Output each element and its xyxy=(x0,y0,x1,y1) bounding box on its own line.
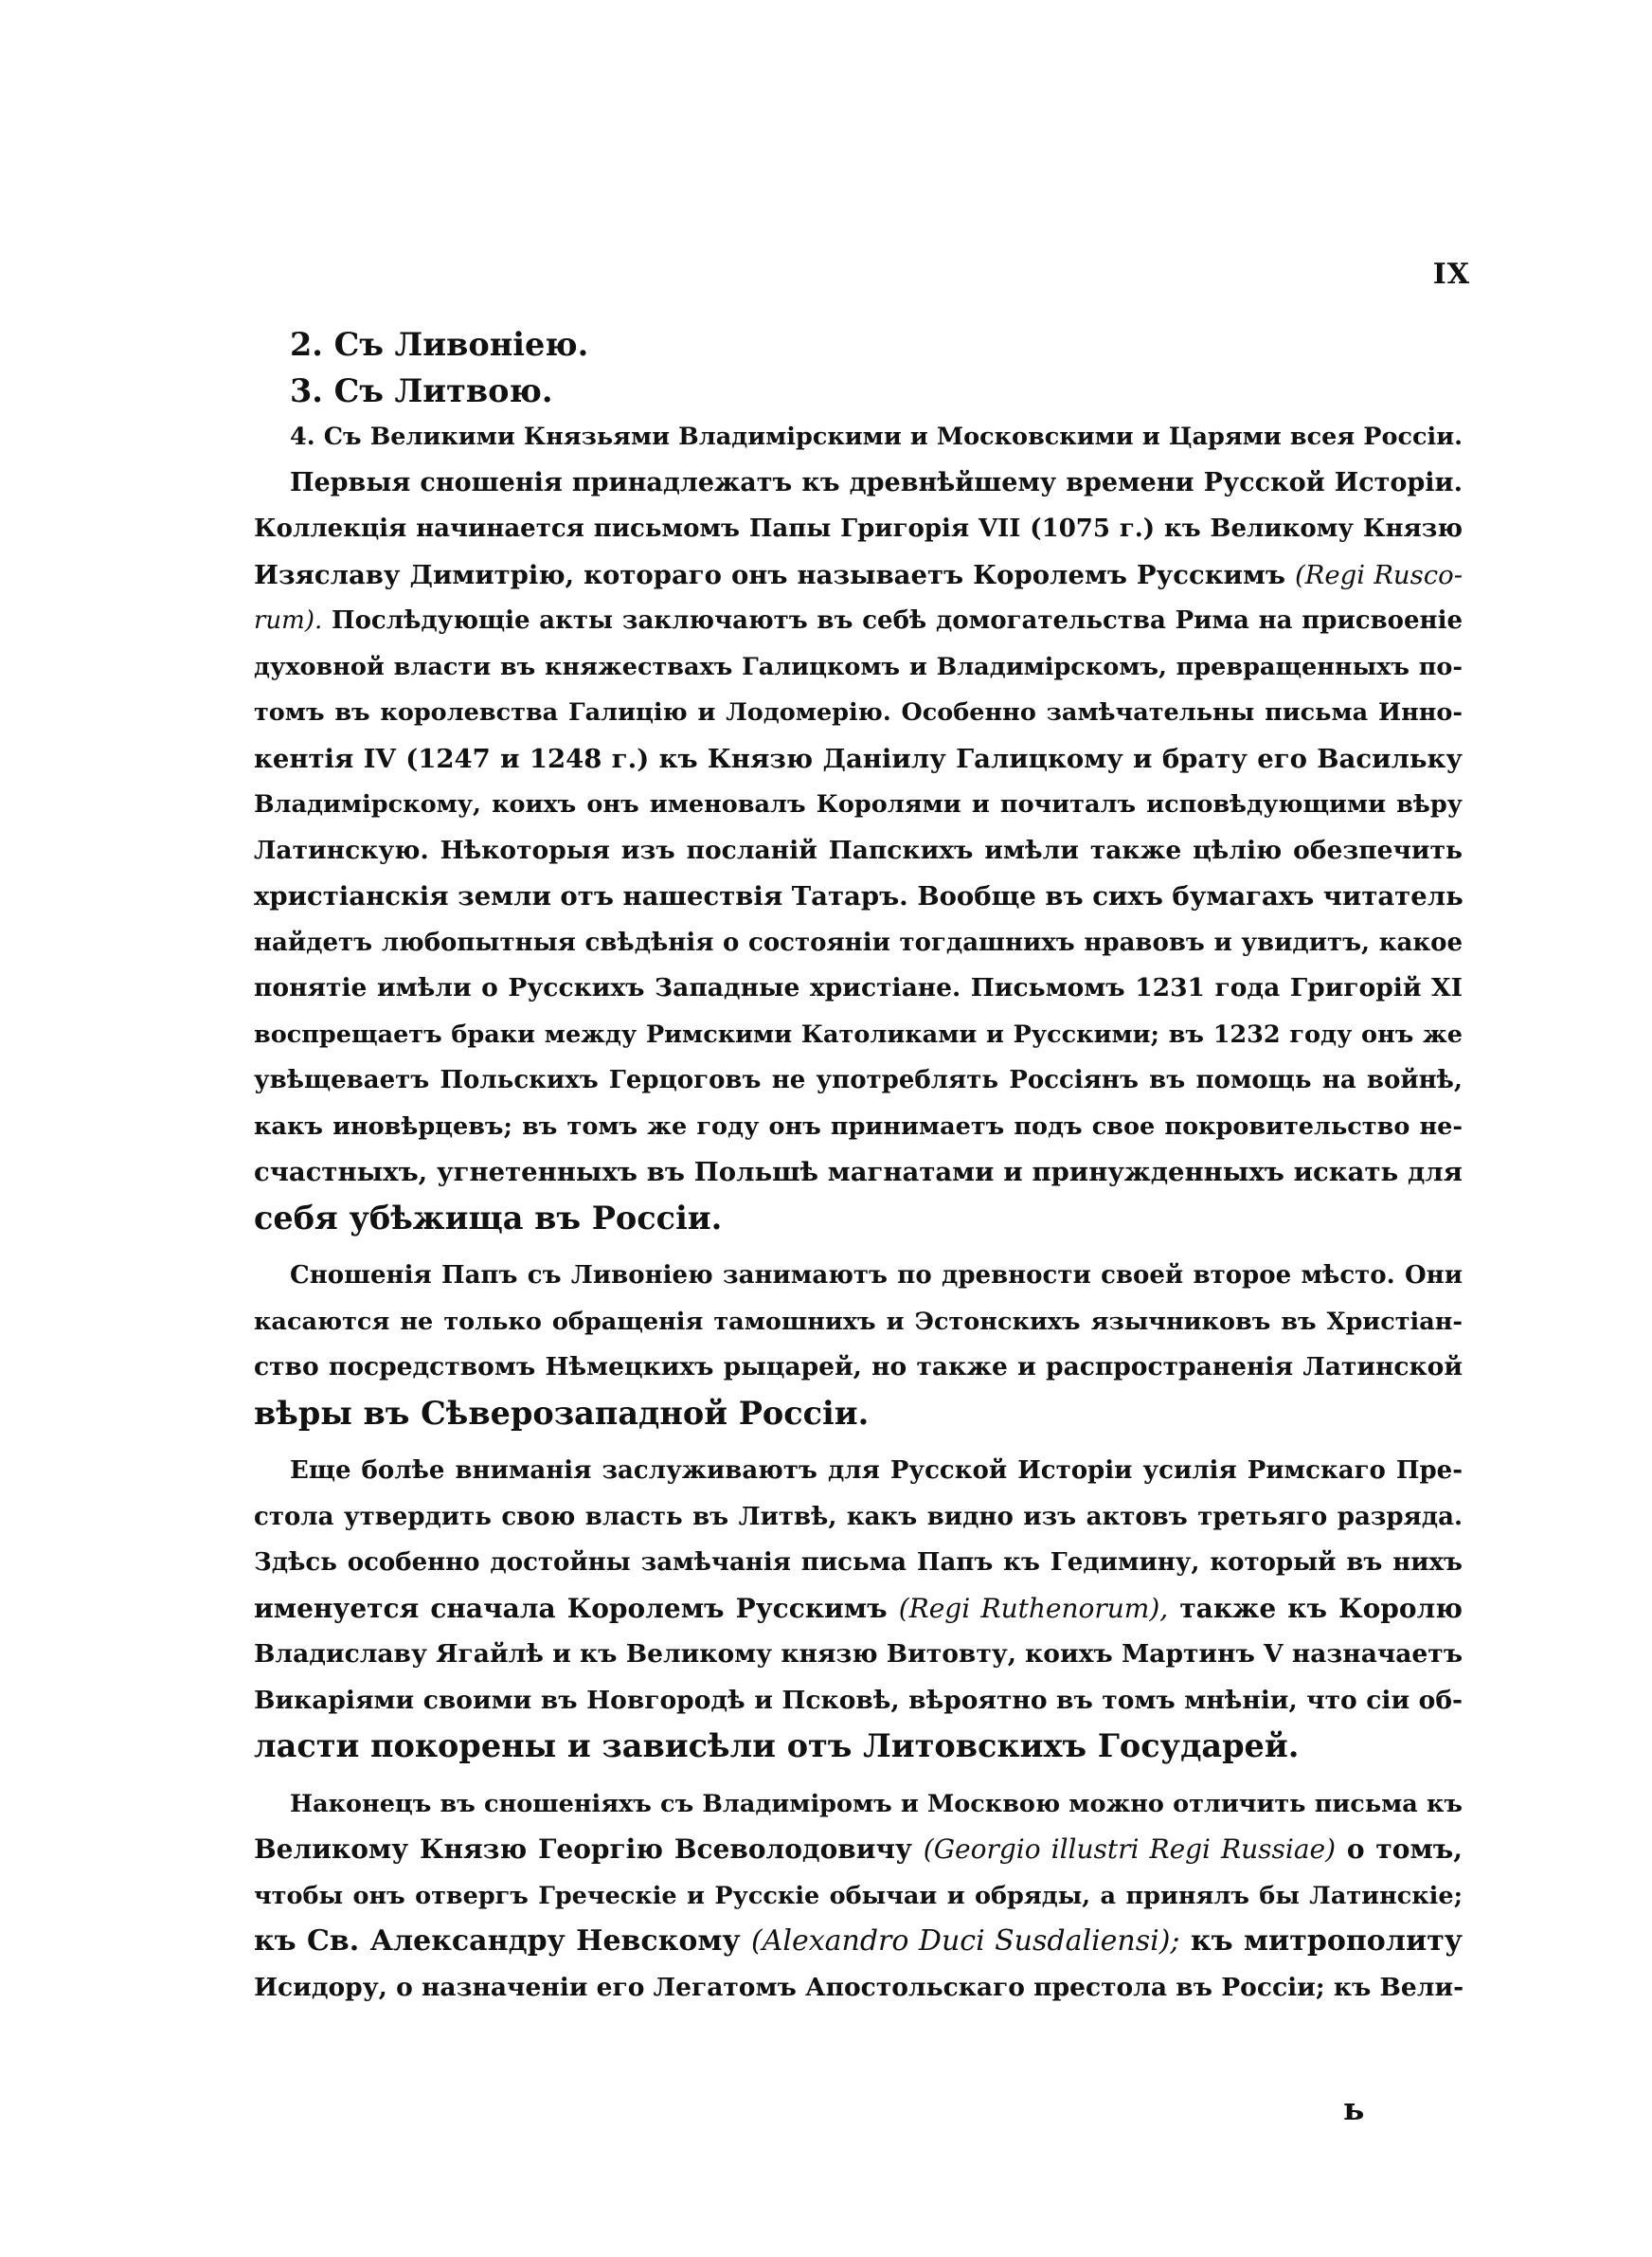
text-line: счастныхъ, угнетенныхъ въ Польшѣ магнатами и принужденныхъ искать для xyxy=(254,1157,1463,1187)
text-line: Латинскую. Нѣкоторыя изъ посланій Папскихъ имѣли также цѣлію обезпечить xyxy=(254,835,1463,865)
text-line: себя убѣжища въ Россіи. xyxy=(254,1199,723,1237)
list-item: 3. Съ Литвою. xyxy=(290,371,553,409)
catchword: ь xyxy=(1343,2090,1365,2127)
text-line: Исидору, о назначеніи его Легатомъ Апостольскаго престола въ Россіи; къ Вели- xyxy=(254,1972,1464,2002)
text-line: Великому Князю Георгію Всеволодовичу (Georgio illustri Regi Russiae) о томъ, xyxy=(254,1833,1463,1865)
text-line: вѣры въ Сѣверозападной Россіи. xyxy=(254,1394,870,1432)
text-line: касаются не только обращенія тамошнихъ и Эстонскихъ язычниковъ въ Христіан- xyxy=(254,1307,1463,1336)
text-line: Владимірскому, коихъ онъ именовалъ Королями и почиталъ исповѣдующими вѣру xyxy=(254,790,1463,819)
text-line: Первыя сношенія принадлежатъ къ древнѣйшему времени Русской Исторіи. xyxy=(290,467,1463,497)
text-line: какъ иновѣрцевъ; въ томъ же году онъ принимаетъ подъ свое покровительство не- xyxy=(254,1111,1463,1141)
text-line: томъ въ королевства Галицію и Лодомерію. Особенно замѣчательны письма Инно- xyxy=(254,698,1463,727)
page-number: IX xyxy=(1432,258,1470,291)
paragraph-gap xyxy=(254,1241,1463,1253)
text-line: ласти покорены и зависѣли отъ Литовскихъ Государей. xyxy=(254,1727,1300,1764)
paragraph-gap xyxy=(254,1436,1463,1448)
text-line: увѣщеваетъ Польскихъ Герцоговъ не употреблять Россіянъ въ помощь на войнѣ, xyxy=(254,1066,1463,1094)
text-line: воспрещаетъ браки между Римскими Католиками и Русскими; въ 1232 году онъ же xyxy=(254,1020,1463,1049)
text-line: rum). Послѣдующіе акты заключаютъ въ себѣ домогательства Рима на присвоеніе xyxy=(254,606,1463,635)
text-line: Владиславу Ягайлѣ и къ Великому князю Витовту, коихъ Мартинъ V назначаетъ xyxy=(254,1639,1463,1669)
text-line: Здѣсь особенно достойны замѣчанія письма Папъ къ Гедимину, который въ нихъ xyxy=(254,1548,1463,1577)
text-line: кентія IV (1247 и 1248 г.) къ Князю Даніилу Галицкому и брату его Васильку xyxy=(254,743,1463,774)
text-line: стола утвердить свою власть въ Литвѣ, какъ видно изъ актовъ третьяго разряда. xyxy=(254,1502,1463,1531)
text-line: ство посредствомъ Нѣмецкихъ рыцарей, но также и распространенія Латинской xyxy=(254,1352,1463,1381)
body-text xyxy=(254,322,1463,2011)
text-line: Изяславу Димитрію, котораго онъ называетъ Королемъ Русскимъ (Regi Rusco- xyxy=(254,559,1463,590)
text-line: понятіе имѣли о Русскихъ Западные христіане. Письмомъ 1231 года Григорій XI xyxy=(254,973,1463,1002)
text-line: къ Св. Александру Невскому (Alexandro Duci Susdaliensi); къ митрополиту xyxy=(254,1924,1463,1958)
text-line: Сношенія Папъ съ Ливоніею занимаютъ по древности своей второе мѣсто. Они xyxy=(290,1261,1463,1290)
text-line: Коллекція начинается письмомъ Папы Григорія VII (1075 г.) къ Великому Князю xyxy=(254,515,1463,543)
text-line: Еще болѣе вниманія заслуживаютъ для Русской Исторіи усилія Римскаго Пре- xyxy=(290,1456,1463,1485)
text-line: Викаріями своими въ Новгородѣ и Псковѣ, вѣроятно въ томъ мнѣніи, что сіи об- xyxy=(254,1685,1463,1715)
text-line: Наконецъ въ сношеніяхъ съ Владиміромъ и Москвою можно отличить письма къ xyxy=(290,1789,1463,1818)
text-line: именуется сначала Королемъ Русскимъ (Regi Ruthenorum), также къ Королю xyxy=(254,1592,1463,1624)
text-line: христіанскія земли отъ нашествія Татаръ. Вообще въ сихъ бумагахъ читатель xyxy=(254,881,1463,912)
text-line: чтобы онъ отвергъ Греческіе и Русскіе обычаи и обряды, а принялъ бы Латинскіе; xyxy=(254,1881,1463,1910)
paragraph-gap xyxy=(254,1770,1463,1781)
text-line: духовной власти въ княжествахъ Галицкомъ и Владимірскомъ, превращенныхъ по- xyxy=(254,652,1463,681)
list-item: 4. Съ Великими Князьями Владимірскими и Московскими и Царями всея Россіи. xyxy=(290,423,1463,451)
text-line: найдетъ любопытныя свѣдѣнія о состояніи тогдашнихъ нравовъ и увидитъ, какое xyxy=(254,928,1463,957)
list-item: 2. Съ Ливоніею. xyxy=(290,326,589,363)
